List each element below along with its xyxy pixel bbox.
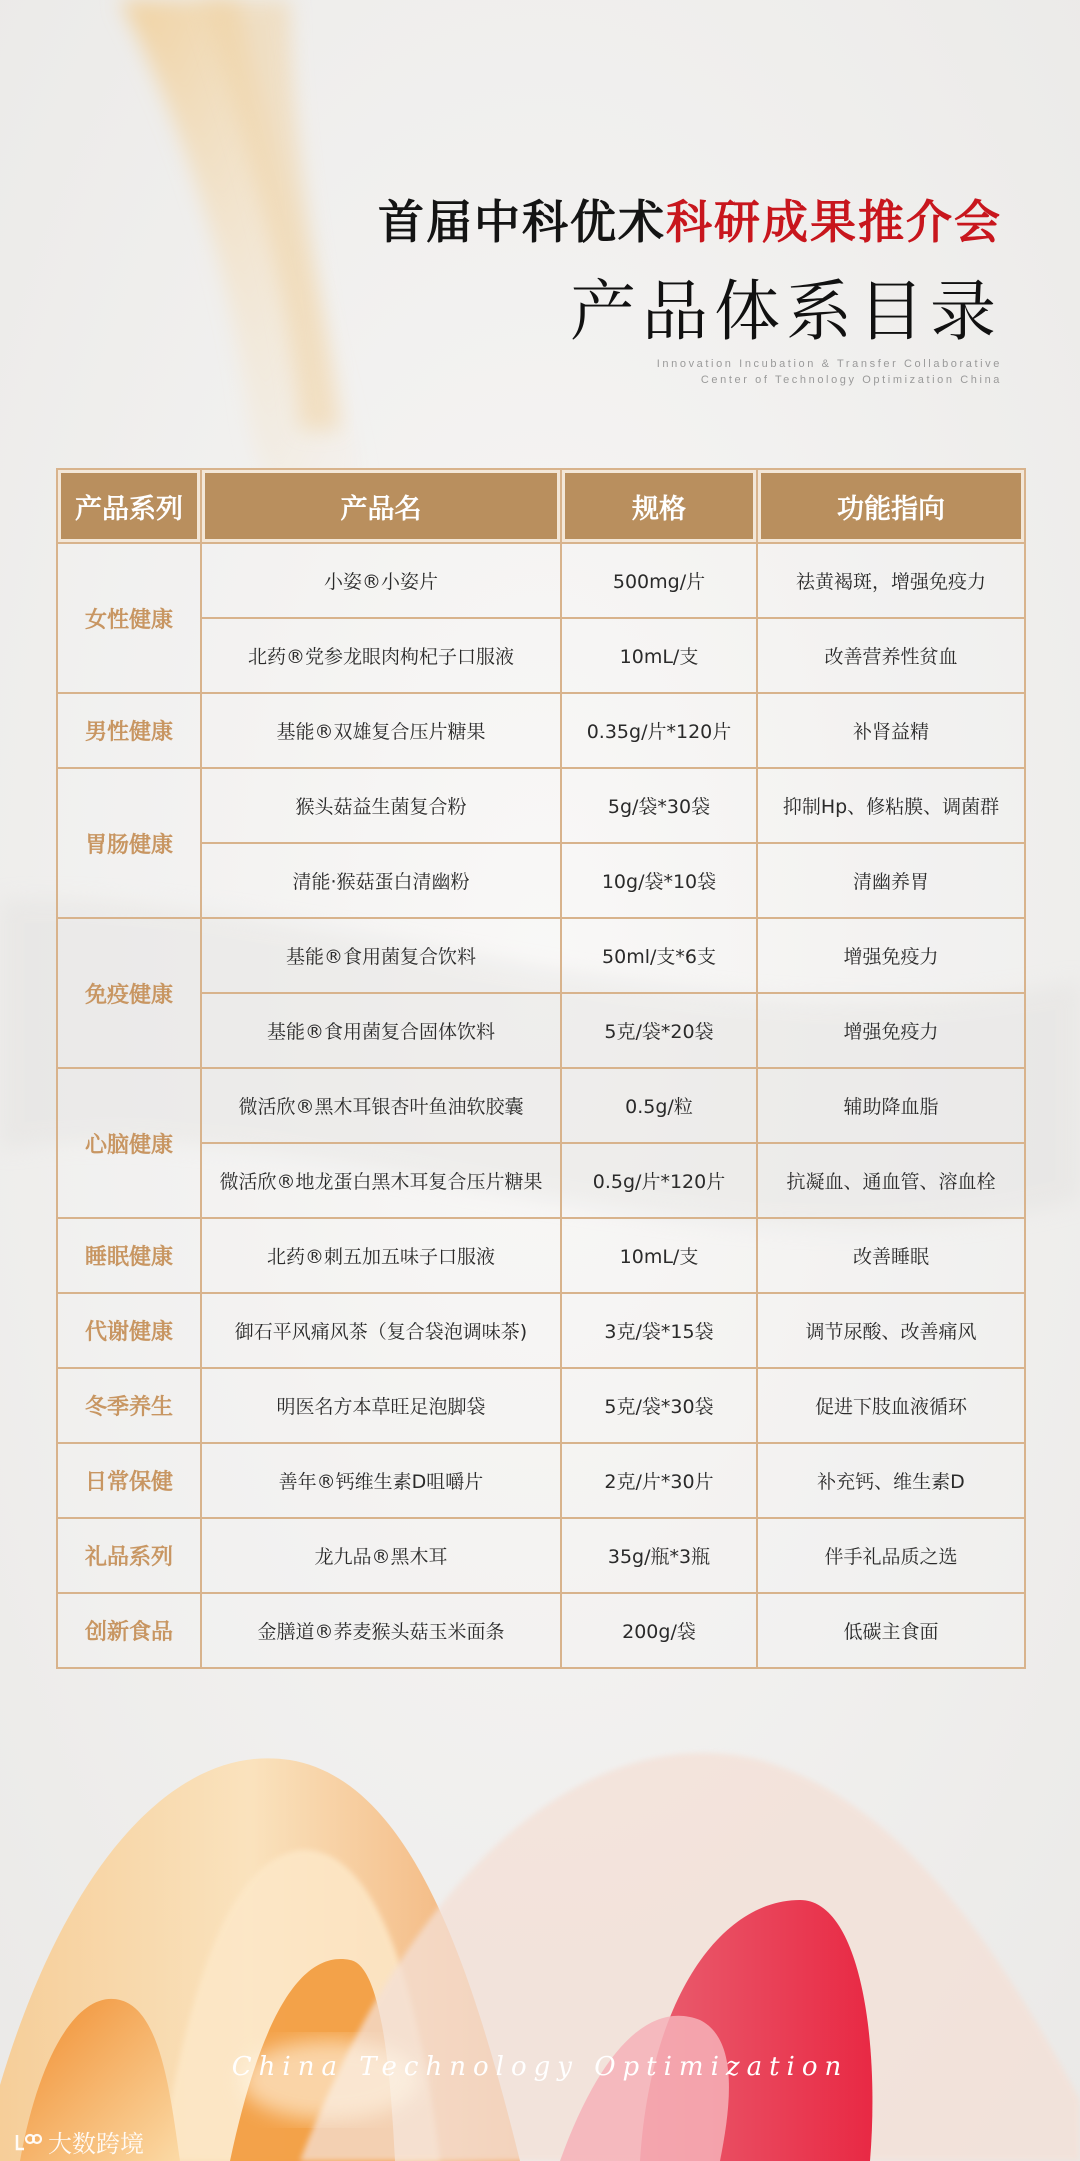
category-cell: 代谢健康	[58, 1294, 202, 1369]
spec-cell: 10mL/支	[562, 619, 758, 694]
category-cell: 心脑健康	[58, 1069, 202, 1219]
table-row	[58, 619, 1026, 694]
table-row	[58, 544, 1026, 619]
function-cell: 改善营养性贫血	[758, 619, 1026, 694]
table-header-row	[58, 470, 1026, 544]
category-cell: 创新食品	[58, 1594, 202, 1669]
footer-slogan: China Technology Optimization	[231, 2052, 849, 2082]
page-title	[378, 186, 1002, 252]
title-part2: 科研成果推介会	[666, 195, 1002, 249]
watermark	[14, 2124, 144, 2159]
function-cell: 促进下肢血液循环	[758, 1369, 1026, 1444]
function-cell: 低碳主食面	[758, 1594, 1026, 1669]
column-header: 产品系列	[58, 470, 202, 544]
product-name-cell: 善年®钙维生素D咀嚼片	[202, 1444, 562, 1519]
function-cell: 补充钙、维生素D	[758, 1444, 1026, 1519]
function-cell: 增强免疫力	[758, 919, 1026, 994]
watermark-text: 大数跨境	[48, 2130, 144, 2158]
product-name-cell: 金膳道®荞麦猴头菇玉米面条	[202, 1594, 562, 1669]
product-name-cell: 清能·猴菇蛋白清幽粉	[202, 844, 562, 919]
product-name-cell: 微活欣®黑木耳银杏叶鱼油软胶囊	[202, 1069, 562, 1144]
function-cell: 补肾益精	[758, 694, 1026, 769]
table-row	[58, 919, 1026, 994]
category-cell: 日常保健	[58, 1444, 202, 1519]
spec-cell: 0.35g/片*120片	[562, 694, 758, 769]
table-row	[58, 844, 1026, 919]
table-row	[58, 994, 1026, 1069]
category-cell: 免疫健康	[58, 919, 202, 1069]
product-name-cell: 小姿®小姿片	[202, 544, 562, 619]
spec-cell: 2克/片*30片	[562, 1444, 758, 1519]
table-row	[58, 1519, 1026, 1594]
product-name-cell: 基能®食用菌复合固体饮料	[202, 994, 562, 1069]
table-row	[58, 1219, 1026, 1294]
title-part1: 首届中科优术	[378, 195, 666, 249]
spec-cell: 50ml/支*6支	[562, 919, 758, 994]
function-cell: 抗凝血、通血管、溶血栓	[758, 1144, 1026, 1219]
table-row	[58, 1594, 1026, 1669]
subtitle-line2: Center of Technology Optimization China	[700, 374, 1002, 386]
spec-cell: 5g/袋*30袋	[562, 769, 758, 844]
table-row	[58, 769, 1026, 844]
function-cell: 改善睡眠	[758, 1219, 1026, 1294]
column-header: 功能指向	[758, 470, 1026, 544]
spec-cell: 35g/瓶*3瓶	[562, 1519, 758, 1594]
table-row	[58, 1069, 1026, 1144]
function-cell: 伴手礼品质之选	[758, 1519, 1026, 1594]
subtitle	[657, 356, 1002, 388]
category-cell: 男性健康	[58, 694, 202, 769]
product-name-cell: 北药®刺五加五味子口服液	[202, 1219, 562, 1294]
spec-cell: 5克/袋*20袋	[562, 994, 758, 1069]
spec-cell: 0.5g/粒	[562, 1069, 758, 1144]
product-name-cell: 御石平风痛风茶（复合袋泡调味茶)	[202, 1294, 562, 1369]
category-cell: 睡眠健康	[58, 1219, 202, 1294]
function-cell: 调节尿酸、改善痛风	[758, 1294, 1026, 1369]
spec-cell: 5克/袋*30袋	[562, 1369, 758, 1444]
table-row	[58, 1369, 1026, 1444]
table-row	[58, 694, 1026, 769]
table-row	[58, 1294, 1026, 1369]
column-header: 规格	[562, 470, 758, 544]
table-row	[58, 1444, 1026, 1519]
product-name-cell: 基能®双雄复合压片糖果	[202, 694, 562, 769]
function-cell: 增强免疫力	[758, 994, 1026, 1069]
spec-cell: 3克/袋*15袋	[562, 1294, 758, 1369]
logo-icon	[14, 2131, 42, 2153]
subtitle-line1: Innovation Incubation & Transfer Collaborative	[656, 358, 1002, 370]
product-name-cell: 猴头菇益生菌复合粉	[202, 769, 562, 844]
product-table	[56, 468, 1026, 1669]
function-cell: 祛黄褐斑，增强免疫力	[758, 544, 1026, 619]
column-header: 产品名	[202, 470, 562, 544]
spec-cell: 500mg/片	[562, 544, 758, 619]
product-name-cell: 北药®党参龙眼肉枸杞子口服液	[202, 619, 562, 694]
category-cell: 胃肠健康	[58, 769, 202, 919]
product-name-cell: 基能®食用菌复合饮料	[202, 919, 562, 994]
function-cell: 抑制Hp、修粘膜、调菌群	[758, 769, 1026, 844]
category-cell: 礼品系列	[58, 1519, 202, 1594]
page-heading: 产品体系目录	[570, 273, 1002, 350]
product-name-cell: 微活欣®地龙蛋白黑木耳复合压片糖果	[202, 1144, 562, 1219]
table-body	[58, 544, 1026, 1669]
function-cell: 辅助降血脂	[758, 1069, 1026, 1144]
category-cell: 女性健康	[58, 544, 202, 694]
product-name-cell: 明医名方本草旺足泡脚袋	[202, 1369, 562, 1444]
spec-cell: 200g/袋	[562, 1594, 758, 1669]
function-cell: 清幽养胃	[758, 844, 1026, 919]
product-name-cell: 龙九品®黑木耳	[202, 1519, 562, 1594]
spec-cell: 10g/袋*10袋	[562, 844, 758, 919]
table-row	[58, 1144, 1026, 1219]
spec-cell: 0.5g/片*120片	[562, 1144, 758, 1219]
category-cell: 冬季养生	[58, 1369, 202, 1444]
spec-cell: 10mL/支	[562, 1219, 758, 1294]
